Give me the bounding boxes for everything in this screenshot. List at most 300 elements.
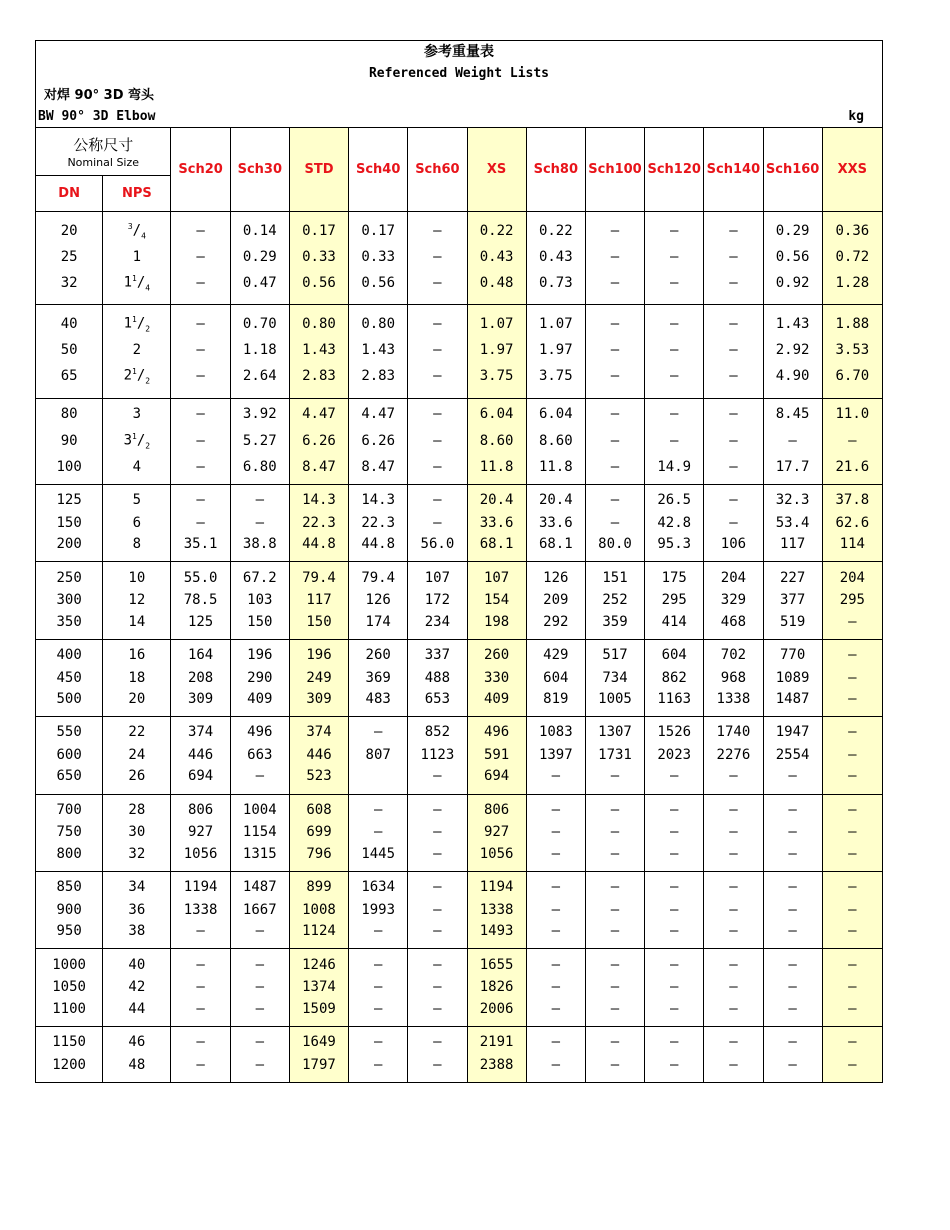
table-row	[36, 590, 883, 611]
weight-cell-sch80: 20.4	[526, 485, 585, 513]
nps-cell: $^3/_4$	[103, 212, 171, 247]
weight-cell-sch80: 209	[526, 590, 585, 611]
nps-cell: $1^1/_2$	[103, 305, 171, 340]
weight-cell-xs: 154	[467, 590, 526, 611]
weight-cell-sch40: 483	[349, 689, 408, 717]
weight-cell-sch100: 1005	[585, 689, 644, 717]
nps-cell: $1^1/_4$	[103, 268, 171, 305]
table-row	[36, 872, 883, 900]
weight-cell-sch160: 4.90	[763, 361, 822, 398]
weight-cell-sch80: 0.43	[526, 246, 585, 267]
weight-cell-sch160: –	[763, 794, 822, 822]
weight-cell-sch140: –	[704, 212, 763, 247]
nps-cell: 32	[103, 844, 171, 872]
weight-cell-sch40: 0.33	[349, 246, 408, 267]
weight-cell-sch20: –	[171, 513, 230, 534]
weight-cell-xxs: –	[822, 426, 882, 456]
weight-cell-xxs: 11.0	[822, 398, 882, 426]
nps-cell: 5	[103, 485, 171, 513]
nps-cell: 1	[103, 246, 171, 267]
weight-cell-sch80: –	[526, 998, 585, 1026]
weight-cell-sch30: –	[230, 1026, 289, 1054]
weight-cell-xxs: 114	[822, 534, 882, 562]
weight-cell-std: 1.43	[289, 340, 348, 361]
dn-cell: 25	[36, 246, 103, 267]
weight-cell-sch30: 409	[230, 689, 289, 717]
weight-cell-sch30: 1667	[230, 900, 289, 921]
weight-cell-sch60: –	[408, 844, 467, 872]
weight-cell-sch140: 968	[704, 667, 763, 688]
table-row	[36, 611, 883, 639]
weight-cell-sch160: 1487	[763, 689, 822, 717]
nps-cell: 2	[103, 340, 171, 361]
weight-cell-sch80: 1.07	[526, 305, 585, 340]
dn-cell: 500	[36, 689, 103, 717]
weight-cell-sch100: 1731	[585, 745, 644, 766]
weight-cell-sch140: –	[704, 998, 763, 1026]
weight-cell-sch20: 125	[171, 611, 230, 639]
weight-cell-std: 22.3	[289, 513, 348, 534]
weight-table	[35, 127, 883, 1083]
weight-cell-sch140: –	[704, 900, 763, 921]
weight-cell-sch60: 56.0	[408, 534, 467, 562]
nps-cell: 14	[103, 611, 171, 639]
nominal-size-zh: 公称尺寸	[73, 135, 134, 154]
weight-cell-std: 1246	[289, 949, 348, 977]
weight-cell-std: 0.33	[289, 246, 348, 267]
size-group	[36, 212, 883, 305]
dn-cell: 850	[36, 872, 103, 900]
nominal-size-en: Nominal Size	[67, 155, 140, 169]
weight-cell-sch30: –	[230, 998, 289, 1026]
weight-cell-sch60: 172	[408, 590, 467, 611]
weight-cell-sch20: –	[171, 305, 230, 340]
page-title-en: Referenced Weight Lists	[368, 66, 549, 81]
weight-cell-sch140: 702	[704, 639, 763, 667]
weight-cell-sch160: 227	[763, 562, 822, 590]
weight-cell-sch40: 126	[349, 590, 408, 611]
weight-cell-sch60: –	[408, 246, 467, 267]
weight-cell-std: 374	[289, 717, 348, 745]
weight-cell-std: 1797	[289, 1054, 348, 1082]
nps-cell: 34	[103, 872, 171, 900]
weight-cell-sch20: 694	[171, 766, 230, 794]
table-row	[36, 639, 883, 667]
weight-cell-sch160: 770	[763, 639, 822, 667]
weight-cell-sch160: 53.4	[763, 513, 822, 534]
weight-cell-sch40: 22.3	[349, 513, 408, 534]
nps-header: NPS	[103, 176, 171, 212]
weight-cell-sch60: –	[408, 900, 467, 921]
weight-cell-sch40: 1.43	[349, 340, 408, 361]
weight-cell-std: 1649	[289, 1026, 348, 1054]
nps-cell: 28	[103, 794, 171, 822]
weight-cell-sch100: –	[585, 361, 644, 398]
weight-cell-sch20: 164	[171, 639, 230, 667]
weight-cell-sch120: 1526	[645, 717, 704, 745]
weight-cell-sch80: 429	[526, 639, 585, 667]
weight-cell-sch120: –	[645, 977, 704, 998]
weight-cell-sch140: –	[704, 1054, 763, 1082]
dn-cell: 32	[36, 268, 103, 305]
weight-cell-std: 446	[289, 745, 348, 766]
weight-cell-sch60: –	[408, 426, 467, 456]
weight-cell-sch80: 33.6	[526, 513, 585, 534]
dn-cell: 650	[36, 766, 103, 794]
weight-cell-sch160: 2.92	[763, 340, 822, 361]
weight-cell-sch100: –	[585, 921, 644, 949]
weight-cell-sch100: 517	[585, 639, 644, 667]
weight-cell-sch140: –	[704, 949, 763, 977]
table-header	[36, 128, 883, 212]
nps-cell: 42	[103, 977, 171, 998]
weight-cell-xs: 8.60	[467, 426, 526, 456]
weight-cell-xs: 1826	[467, 977, 526, 998]
weight-cell-sch20: –	[171, 485, 230, 513]
weight-cell-sch60: –	[408, 921, 467, 949]
size-group	[36, 639, 883, 716]
weight-cell-sch100: –	[585, 485, 644, 513]
weight-cell-sch100: –	[585, 212, 644, 247]
weight-cell-sch80: –	[526, 977, 585, 998]
weight-cell-xs: 1338	[467, 900, 526, 921]
weight-cell-sch80: 3.75	[526, 361, 585, 398]
weight-cell-sch40: 174	[349, 611, 408, 639]
schedule-header-xs: XS	[467, 128, 526, 212]
weight-cell-sch100: –	[585, 340, 644, 361]
schedule-header-sch30: Sch30	[230, 128, 289, 212]
weight-cell-std: 1509	[289, 998, 348, 1026]
weight-cell-sch60: 1123	[408, 745, 467, 766]
dn-cell: 250	[36, 562, 103, 590]
weight-cell-xxs: –	[822, 717, 882, 745]
nps-cell: 18	[103, 667, 171, 688]
weight-cell-sch100: –	[585, 949, 644, 977]
weight-cell-xs: 260	[467, 639, 526, 667]
weight-cell-sch20: –	[171, 1026, 230, 1054]
weight-cell-sch120: 2023	[645, 745, 704, 766]
weight-cell-sch100: 252	[585, 590, 644, 611]
table-row	[36, 513, 883, 534]
weight-cell-sch20: –	[171, 921, 230, 949]
size-group	[36, 794, 883, 871]
weight-cell-sch80: 292	[526, 611, 585, 639]
weight-cell-xxs: –	[822, 844, 882, 872]
table-row	[36, 689, 883, 717]
weight-cell-sch20: –	[171, 361, 230, 398]
weight-cell-sch30: 38.8	[230, 534, 289, 562]
weight-cell-sch30: 103	[230, 590, 289, 611]
weight-cell-sch30: 150	[230, 611, 289, 639]
weight-cell-xxs: 1.88	[822, 305, 882, 340]
weight-cell-sch30: 1004	[230, 794, 289, 822]
weight-cell-xxs: 295	[822, 590, 882, 611]
product-name-en-row	[36, 106, 882, 127]
weight-cell-std: 14.3	[289, 485, 348, 513]
dn-cell: 350	[36, 611, 103, 639]
weight-cell-sch30: –	[230, 766, 289, 794]
table-row	[36, 305, 883, 340]
weight-cell-sch100: –	[585, 998, 644, 1026]
weight-cell-sch40: 6.26	[349, 426, 408, 456]
weight-cell-sch160: 1947	[763, 717, 822, 745]
weight-cell-std: 6.26	[289, 426, 348, 456]
nps-cell: 3	[103, 398, 171, 426]
weight-cell-sch140: –	[704, 457, 763, 485]
table-row	[36, 949, 883, 977]
nps-cell: 30	[103, 822, 171, 843]
weight-cell-std: 249	[289, 667, 348, 688]
weight-cell-xxs: –	[822, 822, 882, 843]
weight-cell-sch80: –	[526, 822, 585, 843]
weight-cell-sch120: –	[645, 794, 704, 822]
dn-header: DN	[36, 176, 103, 212]
weight-cell-sch60: –	[408, 1026, 467, 1054]
weight-cell-sch30: 1.18	[230, 340, 289, 361]
schedule-header-sch40: Sch40	[349, 128, 408, 212]
weight-cell-sch120: –	[645, 921, 704, 949]
weight-cell-sch120: –	[645, 340, 704, 361]
weight-cell-sch60: –	[408, 794, 467, 822]
weight-cell-xxs: 204	[822, 562, 882, 590]
weight-cell-sch60: –	[408, 766, 467, 794]
weight-cell-sch160: –	[763, 900, 822, 921]
weight-cell-sch60: –	[408, 1054, 467, 1082]
weight-cell-sch140: 2276	[704, 745, 763, 766]
weight-cell-std: 0.56	[289, 268, 348, 305]
weight-cell-sch60: 488	[408, 667, 467, 688]
weight-cell-sch160: 0.56	[763, 246, 822, 267]
weight-cell-sch120: –	[645, 766, 704, 794]
weight-cell-sch100: –	[585, 268, 644, 305]
weight-cell-sch40: 79.4	[349, 562, 408, 590]
weight-cell-sch20: 35.1	[171, 534, 230, 562]
weight-cell-sch120: –	[645, 212, 704, 247]
weight-cell-sch160: 117	[763, 534, 822, 562]
weight-cell-sch20: –	[171, 457, 230, 485]
weight-cell-xs: 1.07	[467, 305, 526, 340]
weight-cell-sch20: 806	[171, 794, 230, 822]
weight-cell-sch140: –	[704, 921, 763, 949]
weight-cell-std: 150	[289, 611, 348, 639]
weight-cell-std: 1374	[289, 977, 348, 998]
weight-cell-sch140: –	[704, 766, 763, 794]
dn-cell: 600	[36, 745, 103, 766]
weight-cell-sch140: –	[704, 426, 763, 456]
weight-cell-xs: 1.97	[467, 340, 526, 361]
table-row	[36, 717, 883, 745]
weight-cell-sch20: 55.0	[171, 562, 230, 590]
schedule-header-sch140: Sch140	[704, 128, 763, 212]
weight-cell-sch30: 290	[230, 667, 289, 688]
weight-cell-sch40: 807	[349, 745, 408, 766]
weight-cell-sch160: 17.7	[763, 457, 822, 485]
weight-cell-xs: 409	[467, 689, 526, 717]
table-row	[36, 534, 883, 562]
weight-cell-sch40: 0.80	[349, 305, 408, 340]
weight-cell-sch100: 1307	[585, 717, 644, 745]
dn-cell: 400	[36, 639, 103, 667]
unit-label: kg	[848, 109, 864, 124]
weight-cell-std: 4.47	[289, 398, 348, 426]
weight-cell-sch20: 78.5	[171, 590, 230, 611]
size-group	[36, 485, 883, 562]
weight-cell-sch120: 295	[645, 590, 704, 611]
weight-cell-xxs: 1.28	[822, 268, 882, 305]
table-row	[36, 562, 883, 590]
table-row	[36, 426, 883, 456]
weight-cell-sch140: 204	[704, 562, 763, 590]
weight-cell-std: 608	[289, 794, 348, 822]
weight-cell-sch60: –	[408, 822, 467, 843]
weight-cell-sch160: –	[763, 977, 822, 998]
size-group	[36, 1026, 883, 1082]
weight-cell-std: 1124	[289, 921, 348, 949]
weight-cell-sch60: –	[408, 998, 467, 1026]
weight-cell-sch140: –	[704, 513, 763, 534]
weight-cell-sch30: 663	[230, 745, 289, 766]
weight-cell-sch40	[349, 766, 408, 794]
weight-cell-xs: 0.43	[467, 246, 526, 267]
table-row	[36, 246, 883, 267]
weight-cell-sch20: –	[171, 949, 230, 977]
weight-cell-std: 8.47	[289, 457, 348, 485]
weight-cell-sch20: 927	[171, 822, 230, 843]
weight-cell-sch40: –	[349, 1026, 408, 1054]
size-group	[36, 949, 883, 1026]
weight-cell-xxs: –	[822, 745, 882, 766]
weight-cell-sch30: 5.27	[230, 426, 289, 456]
weight-cell-sch80: 1397	[526, 745, 585, 766]
nps-cell: 24	[103, 745, 171, 766]
weight-cell-sch140: 329	[704, 590, 763, 611]
weight-cell-sch160: 32.3	[763, 485, 822, 513]
size-group	[36, 305, 883, 398]
weight-cell-sch80: –	[526, 844, 585, 872]
dn-cell: 800	[36, 844, 103, 872]
weight-cell-sch60: –	[408, 977, 467, 998]
weight-cell-sch30: –	[230, 977, 289, 998]
weight-cell-sch40: 2.83	[349, 361, 408, 398]
weight-cell-sch80: 819	[526, 689, 585, 717]
dn-cell: 1150	[36, 1026, 103, 1054]
nps-cell: $2^1/_2$	[103, 361, 171, 398]
weight-cell-xs: 0.22	[467, 212, 526, 247]
nominal-size-header	[36, 128, 171, 176]
nps-cell: 40	[103, 949, 171, 977]
weight-cell-sch160: 0.29	[763, 212, 822, 247]
weight-cell-std: 699	[289, 822, 348, 843]
weight-cell-sch40: 1634	[349, 872, 408, 900]
page-title-zh: 参考重量表	[424, 44, 494, 60]
weight-cell-std: 117	[289, 590, 348, 611]
weight-cell-sch160: –	[763, 766, 822, 794]
weight-cell-sch80: –	[526, 1054, 585, 1082]
weight-cell-sch100: –	[585, 977, 644, 998]
size-group	[36, 872, 883, 949]
weight-cell-xxs: 37.8	[822, 485, 882, 513]
weight-cell-sch40: 8.47	[349, 457, 408, 485]
weight-cell-xxs: –	[822, 794, 882, 822]
weight-cell-sch120: 604	[645, 639, 704, 667]
weight-cell-sch30: 496	[230, 717, 289, 745]
weight-cell-xxs: –	[822, 689, 882, 717]
weight-cell-xxs: 21.6	[822, 457, 882, 485]
weight-cell-sch120: –	[645, 268, 704, 305]
weight-cell-sch30: 2.64	[230, 361, 289, 398]
weight-cell-xs: 1493	[467, 921, 526, 949]
weight-cell-sch120: 42.8	[645, 513, 704, 534]
table-row	[36, 977, 883, 998]
weight-cell-xxs: 62.6	[822, 513, 882, 534]
weight-cell-sch100: –	[585, 398, 644, 426]
nps-cell: 36	[103, 900, 171, 921]
weight-cell-xxs: 0.36	[822, 212, 882, 247]
weight-cell-sch100: 734	[585, 667, 644, 688]
weight-cell-xs: 68.1	[467, 534, 526, 562]
weight-cell-sch140: –	[704, 822, 763, 843]
dn-cell: 125	[36, 485, 103, 513]
weight-cell-sch40: –	[349, 921, 408, 949]
weight-cell-xxs: 3.53	[822, 340, 882, 361]
table-row	[36, 398, 883, 426]
schedule-header-sch60: Sch60	[408, 128, 467, 212]
nps-cell: $3^1/_2$	[103, 426, 171, 456]
weight-cell-xs: 330	[467, 667, 526, 688]
weight-cell-sch160: 1089	[763, 667, 822, 688]
weight-cell-sch30: –	[230, 513, 289, 534]
weight-cell-sch100: –	[585, 766, 644, 794]
weight-cell-sch20: 1338	[171, 900, 230, 921]
weight-cell-sch160: –	[763, 844, 822, 872]
weight-cell-sch60: –	[408, 513, 467, 534]
dn-cell: 40	[36, 305, 103, 340]
weight-cell-sch80: 1083	[526, 717, 585, 745]
weight-cell-xs: 11.8	[467, 457, 526, 485]
table-row	[36, 361, 883, 398]
weight-cell-std: 796	[289, 844, 348, 872]
weight-cell-std: 2.83	[289, 361, 348, 398]
weight-cell-sch160: –	[763, 1054, 822, 1082]
schedule-header-xxs: XXS	[822, 128, 882, 212]
weight-cell-sch80: 68.1	[526, 534, 585, 562]
weight-cell-sch30: 6.80	[230, 457, 289, 485]
weight-cell-std: 1008	[289, 900, 348, 921]
dn-cell: 450	[36, 667, 103, 688]
weight-cell-sch140: –	[704, 844, 763, 872]
weight-cell-sch100: –	[585, 1054, 644, 1082]
weight-cell-sch30: –	[230, 1054, 289, 1082]
weight-cell-sch40: –	[349, 949, 408, 977]
weight-cell-sch80: 11.8	[526, 457, 585, 485]
weight-cell-sch30: 1154	[230, 822, 289, 843]
nps-cell: 16	[103, 639, 171, 667]
weight-cell-sch30: 3.92	[230, 398, 289, 426]
weight-cell-sch60: –	[408, 872, 467, 900]
weight-cell-sch30: –	[230, 921, 289, 949]
weight-cell-sch60: –	[408, 268, 467, 305]
weight-cell-sch120: –	[645, 872, 704, 900]
weight-cell-sch140: 1338	[704, 689, 763, 717]
weight-cell-sch40: 260	[349, 639, 408, 667]
table-row	[36, 900, 883, 921]
weight-cell-sch120: –	[645, 900, 704, 921]
weight-cell-sch100: –	[585, 426, 644, 456]
product-name-en: BW 90° 3D Elbow	[38, 109, 156, 124]
weight-cell-sch160: 377	[763, 590, 822, 611]
dn-cell: 550	[36, 717, 103, 745]
weight-cell-xs: 1056	[467, 844, 526, 872]
